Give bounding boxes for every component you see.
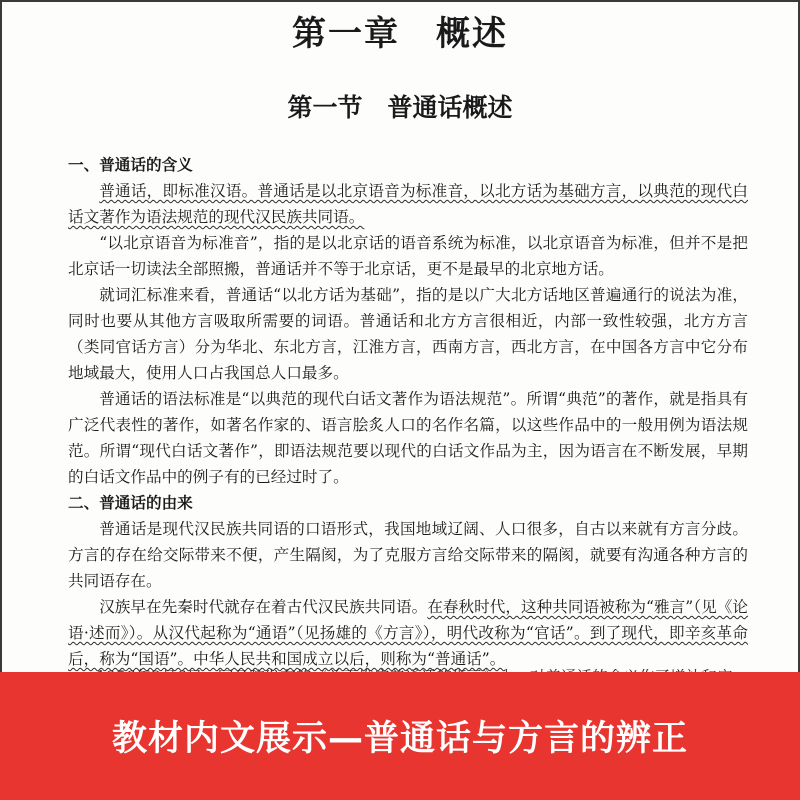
heading-origin: 二、普通话的由来 <box>68 494 193 512</box>
chapter-title: 第一章 概述 <box>292 14 508 54</box>
paragraph-grammar: 普通话的语法标准是“以典范的现代白话文著作为语法规范”。所谓“典范”的著作，就是指具有广泛代表性的著作，如著名作家的、语言脍炙人口的名作名篇，以这些作品中的一般用例为语法规范。所谓“现代白话文著作”，即语法规范要以现代的白话文作品为主，因为语言在不断发展，早期的白话文作品中的例子有的已经过时了。 <box>68 390 748 486</box>
page-body <box>68 152 748 672</box>
paragraph-origin: 普通话是现代汉民族共同语的口语形式，我国地域辽阔、人口很多，自古以来就有方言分歧。方言的存在给交际带来不便，产生隔阂，为了克服方言给交际带来的隔阂，就要有沟通各种方言的共同语存在。 <box>68 520 748 590</box>
paragraph-pronunciation: “以北京语音为标准音”，指的是以北京话的语音系统为标准，以北京语音为标准，但并不是把北京话一切读法全部照搬，普通话并不等于北京话，更不是最早的北京地方话。 <box>68 234 748 278</box>
history-plain-text: 汉族早在先秦时代就存在着古代汉民族共同语。 <box>99 598 428 616</box>
heading-meaning: 一、普通话的含义 <box>68 156 193 174</box>
paragraph-history <box>68 594 748 672</box>
paragraph-definition <box>68 178 748 230</box>
underlined-definition: 普通话，即标准汉语。普通话是以北京语音为标准音，以北方话为基础方言，以典范的现代白话文著作为语法规范的现代汉民族共同语。 <box>68 182 748 226</box>
underlined-history: 在春秋时代，这种共同语被称为“雅言”（见《论语·述而》）。从汉代起称为“通语”（见扬雄的《方言》），明代改称为“官话”。到了现代，即辛亥革命后，称为“国语”。中华人民共和国成立以后，则称为“普通话”。 <box>68 598 748 668</box>
section-title: 第一节 普通话概述 <box>287 93 513 122</box>
promo-banner <box>0 672 800 800</box>
paragraph-vocabulary: 就词汇标准来看，普通话“以北方话为基础”，指的是以广大北方话地区普遍通行的说法为准，同时也要从其他方言吸取所需要的词语。普通话和北方方言很相近，内部一致性较强，北方方言（类同官话方言）分为华北、东北方言，江淮方言，西南方言，西北方言，在中国各方言中它分布地域最大，使用人口占我国总人口最多。 <box>68 286 748 382</box>
banner-caption: 教材内文展示—普通话与方言的辨正 <box>111 719 688 759</box>
